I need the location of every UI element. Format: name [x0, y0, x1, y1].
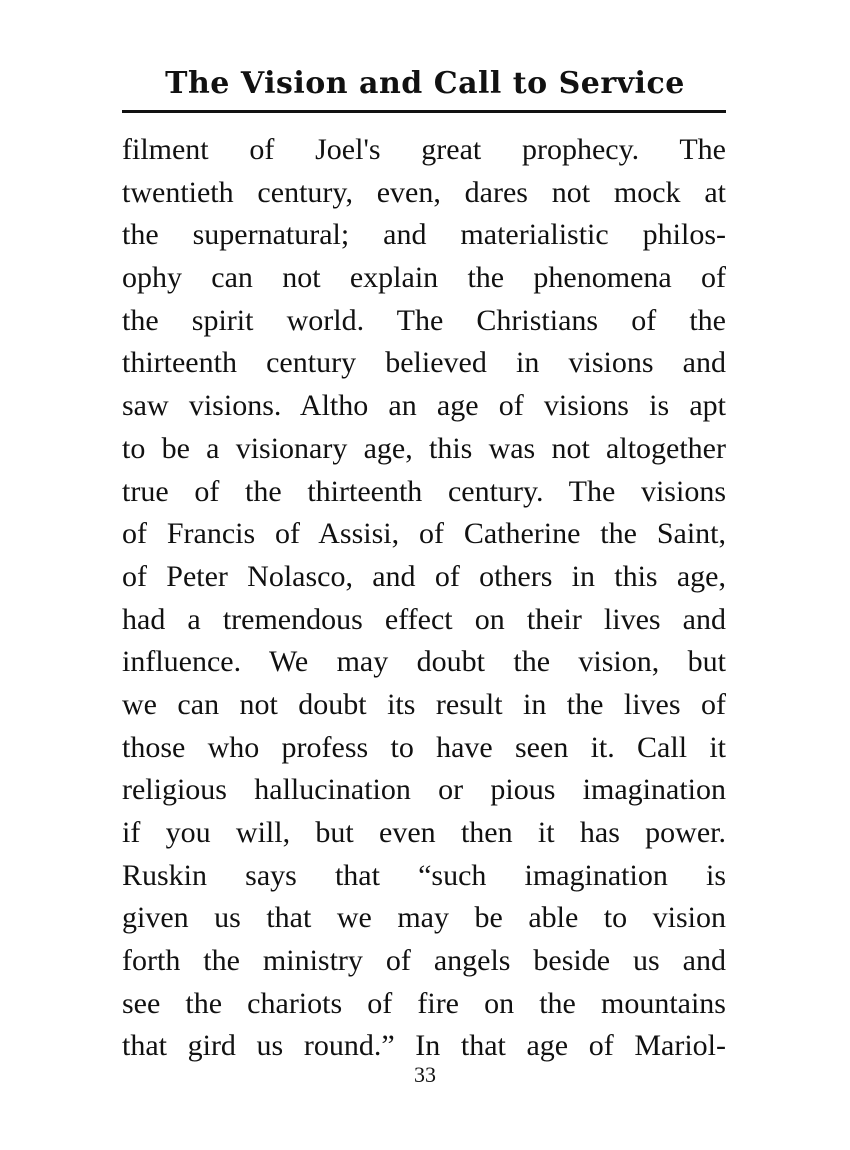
text-line: saw visions. Altho an age of visions is apt — [122, 389, 726, 423]
text-line: to be a visionary age, this was not altogether — [122, 431, 726, 465]
text-line: of Peter Nolasco, and of others in this age, — [122, 559, 726, 593]
text-line: see the chariots of fire on the mountains — [122, 986, 726, 1020]
body-text — [122, 129, 726, 1068]
text-line: the spirit world. The Christians of the — [122, 303, 726, 337]
text-line: influence. We may doubt the vision, but — [122, 645, 726, 679]
text-line: had a tremendous effect on their lives and — [122, 602, 726, 636]
text-line: that gird us round.” In that age of Mariol- — [122, 1029, 726, 1063]
text-line: Ruskin says that “such imagination is — [122, 858, 726, 892]
text-line: filment of Joel's great prophecy. The — [122, 133, 726, 166]
text-line: given us that we may be able to vision — [122, 901, 726, 935]
running-head: The Vision and Call to Service — [165, 66, 685, 101]
text-line: of Francis of Assisi, of Catherine the Saint, — [122, 517, 726, 551]
text-line: the supernatural; and materialistic philos- — [122, 218, 726, 252]
text-line: we can not doubt its result in the lives of — [122, 687, 726, 721]
text-line: twentieth century, even, dares not mock at — [122, 175, 726, 209]
header-rule — [122, 110, 726, 113]
text-line: if you will, but even then it has power. — [122, 816, 726, 849]
text-line: forth the ministry of angels beside us and — [122, 944, 726, 978]
page-number: 33 — [414, 1062, 436, 1087]
text-line: true of the thirteenth century. The visions — [122, 474, 726, 508]
text-line: ophy can not explain the phenomena of — [122, 261, 726, 295]
text-line: thirteenth century believed in visions and — [122, 346, 726, 380]
text-line: religious hallucination or pious imagination — [122, 773, 726, 807]
text-line: those who profess to have seen it. Call it — [122, 730, 726, 764]
